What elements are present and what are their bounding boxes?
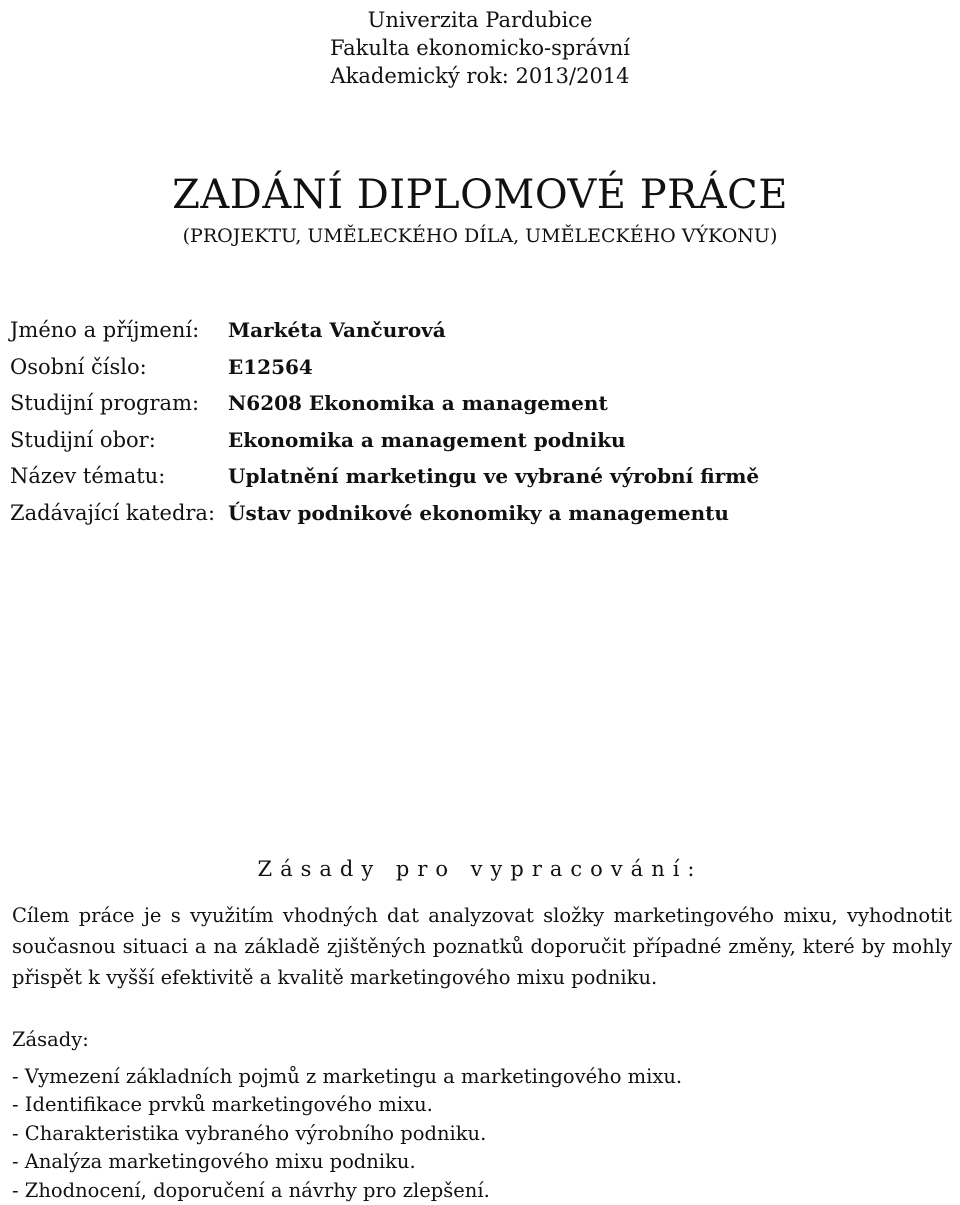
- faculty-name: Fakulta ekonomicko-správní: [0, 34, 960, 62]
- student-name: Markéta Vančurová: [228, 318, 446, 342]
- goal-paragraph: Cílem práce je s využitím vhodných dat analyzovat složky marketingového mixu, vyhodnotit současnou situaci a na základě zjištěných poznatků doporučit případné změny, které by mohly přispět k vyšší efektivitě a kvalitě marketingového mixu podniku.: [12, 900, 952, 993]
- study-program: N6208 Ekonomika a management: [228, 391, 608, 415]
- department: Ústav podnikové ekonomiky a managementu: [228, 501, 729, 525]
- list-item: - Identifikace prvků marketingového mixu.: [12, 1091, 952, 1120]
- info-label: Osobní číslo:: [10, 355, 228, 379]
- info-row-name: [10, 312, 950, 349]
- thesis-topic: Uplatnění marketingu ve vybrané výrobní firmě: [228, 464, 759, 488]
- document-title: ZADÁNÍ DIPLOMOVÉ PRÁCE: [0, 170, 960, 220]
- principles-items: [12, 1063, 952, 1205]
- info-label: Studijní obor:: [10, 428, 228, 452]
- info-label: Zadávající katedra:: [10, 501, 228, 525]
- document-subtitle: (PROJEKTU, UMĚLECKÉHO DÍLA, UMĚLECKÉHO VÝKONU): [0, 222, 960, 250]
- info-row-department: [10, 495, 950, 532]
- study-field: Ekonomika a management podniku: [228, 428, 626, 452]
- info-label: Jméno a příjmení:: [10, 318, 228, 342]
- list-item: - Charakteristika vybraného výrobního podniku.: [12, 1120, 952, 1149]
- section-heading: Zásady pro vypracování:: [0, 855, 960, 883]
- principles-list: [12, 1026, 952, 1205]
- info-row-field: [10, 422, 950, 459]
- principles-title: Zásady:: [12, 1026, 952, 1055]
- header: [0, 6, 960, 90]
- university-name: Univerzita Pardubice: [0, 6, 960, 34]
- list-item: - Vymezení základních pojmů z marketingu a marketingového mixu.: [12, 1063, 952, 1092]
- info-label: Název tématu:: [10, 464, 228, 488]
- list-item: - Zhodnocení, doporučení a návrhy pro zlepšení.: [12, 1177, 952, 1205]
- info-label: Studijní program:: [10, 391, 228, 415]
- student-info: [10, 312, 950, 531]
- list-item: - Analýza marketingového mixu podniku.: [12, 1148, 952, 1177]
- info-row-personal-number: [10, 349, 950, 386]
- info-row-study-program: [10, 385, 950, 422]
- info-row-topic: [10, 458, 950, 495]
- personal-number: E12564: [228, 355, 313, 379]
- academic-year: Akademický rok: 2013/2014: [0, 62, 960, 90]
